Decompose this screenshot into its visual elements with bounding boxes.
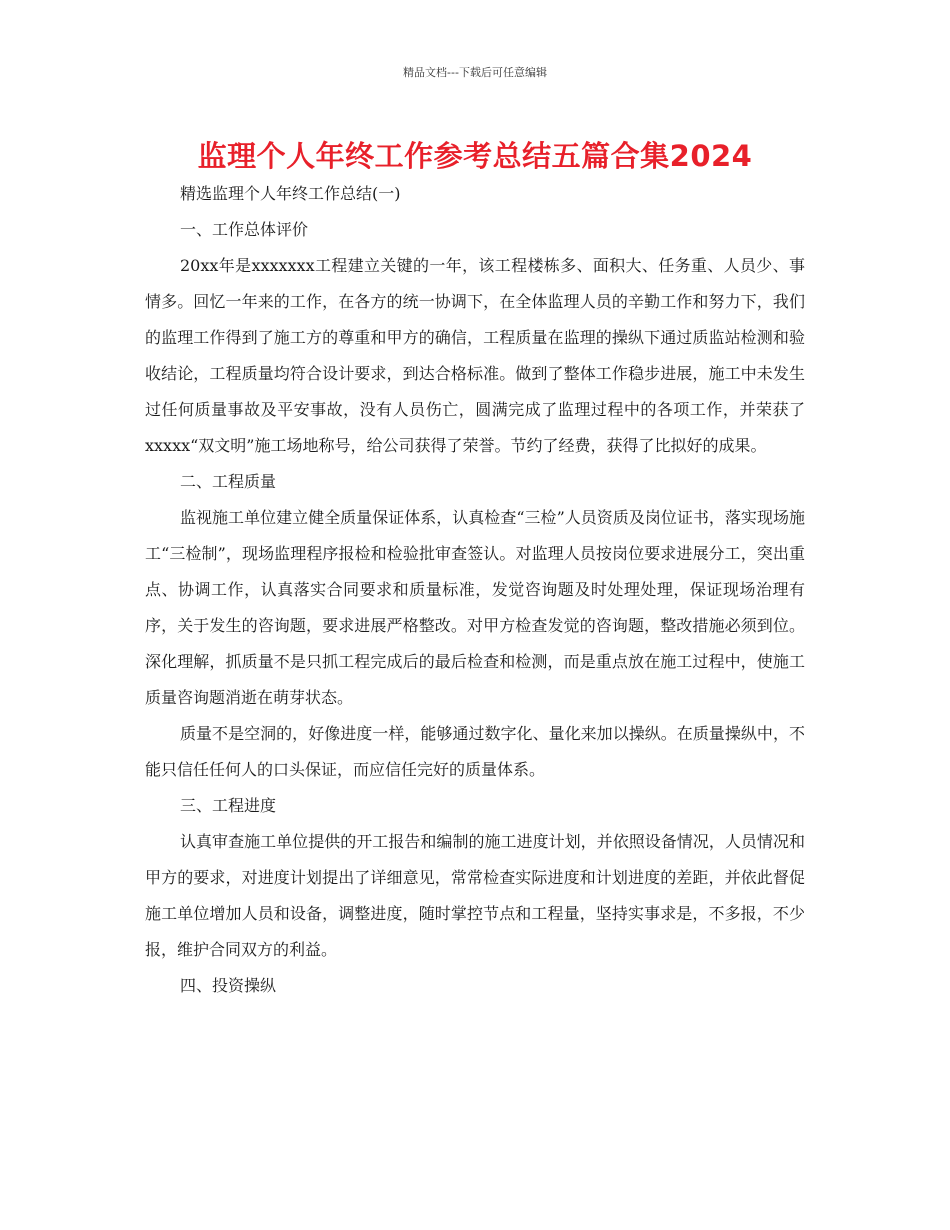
document-title: 监理个人年终工作参考总结五篇合集2024 <box>197 139 753 173</box>
paragraph-progress: 认真审查施工单位提供的开工报告和编制的施工进度计划，并依照设备情况，人员情况和甲方的要求，对进度计划提出了详细意见，常常检查实际进度和计划进度的差距，并依此督促施工单位增加人员和设备，调整进度，随时掌控节点和工程量，坚持实事求是，不多报，不少报，维护合同双方的利益。 <box>145 832 805 959</box>
section-subtitle: 精选监理个人年终工作总结(一) <box>180 184 401 203</box>
section-heading-progress: 三、工程进度 <box>180 796 277 815</box>
section-heading-investment-control: 四、投资操纵 <box>180 976 277 995</box>
document-body <box>145 176 805 1004</box>
paragraph-quality-2: 质量不是空洞的，好像进度一样，能够通过数字化、量化来加以操纵。在质量操纵中，不能只信任任何人的口头保证，而应信任完好的质量体系。 <box>145 724 805 779</box>
paragraph-quality-1: 监视施工单位建立健全质量保证体系，认真检查“三检”人员资质及岗位证书，落实现场施工“三检制”，现场监理程序报检和检验批审查签认。对监理人员按岗位要求进展分工，突出重点、协调工作，认真落实合同要求和质量标准，发觉咨询题及时处理处理，保证现场治理有序，关于发生的咨询题，要求进展严格整改。对甲方检查发觉的咨询题，整改措施必须到位。深化理解，抓质量不是只抓工程完成后的最后检查和检测，而是重点放在施工过程中，使施工质量咨询题消逝在萌芽状态。 <box>145 508 805 707</box>
section-heading-overall-evaluation: 一、工作总体评价 <box>180 220 309 239</box>
section-heading-quality: 二、工程质量 <box>180 472 277 491</box>
document-header-note: 精品文档---下载后可任意编辑 <box>403 66 547 79</box>
paragraph-overall-evaluation: 20xx年是xxxxxxx工程建立关键的一年，该工程楼栋多、面积大、任务重、人员少、事情多。回忆一年来的工作，在各方的统一协调下，在全体监理人员的辛勤工作和努力下，我们的监理工作得到了施工方的尊重和甲方的确信，工程质量在监理的操纵下通过质监站检测和验收结论，工程质量均符合设计要求，到达合格标准。做到了整体工作稳步进展，施工中未发生过任何质量事故及平安事故，没有人员伤亡，圆满完成了监理过程中的各项工作，并荣获了xxxxx“双文明”施工场地称号，给公司获得了荣誉。节约了经费，获得了比拟好的成果。 <box>145 256 805 455</box>
